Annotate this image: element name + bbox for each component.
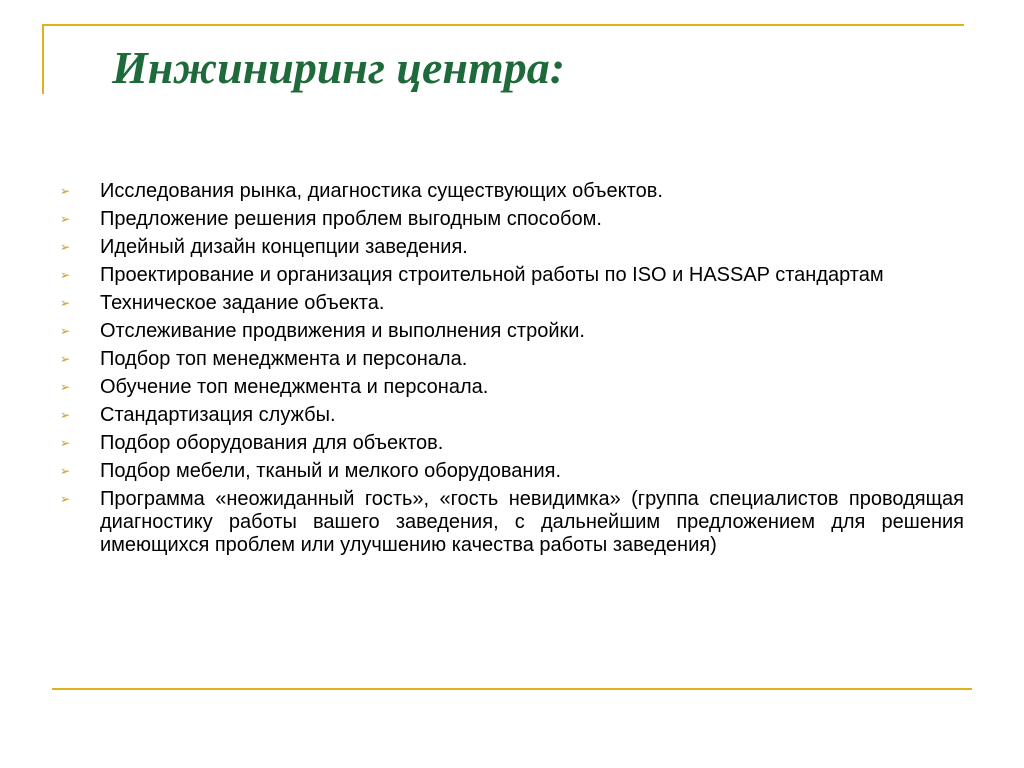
list-item: [60, 292, 964, 315]
arrowhead-right-icon: ➢: [60, 324, 71, 338]
arrowhead-right-icon: ➢: [60, 464, 71, 478]
bottom-frame-line: [52, 688, 972, 690]
list-item-text: Подбор топ менеджмента и персонала.: [100, 348, 468, 370]
list-item: [60, 460, 964, 483]
arrowhead-right-icon: ➢: [60, 296, 71, 310]
top-frame-line: [42, 24, 964, 26]
list-item: [60, 432, 964, 455]
arrowhead-right-icon: ➢: [60, 184, 71, 198]
list-item-text: Техническое задание объекта.: [100, 292, 385, 314]
list-item-text: Отслеживание продвижения и выполнения стройки.: [100, 320, 585, 342]
list-item-text: Обучение топ менеджмента и персонала.: [100, 376, 489, 398]
arrowhead-right-icon: ➢: [60, 436, 71, 450]
arrowhead-right-icon: ➢: [60, 240, 71, 254]
list-item-text: Исследования рынка, диагностика существующих объектов.: [100, 180, 663, 202]
list-item-text: Проектирование и организация строительной работы по ISO и HASSAP стандартам: [100, 264, 884, 286]
list-item: [60, 376, 964, 399]
arrowhead-right-icon: ➢: [60, 492, 71, 506]
list-item: [60, 404, 964, 427]
list-item-text: Предложение решения проблем выгодным способом.: [100, 208, 602, 230]
arrowhead-right-icon: ➢: [60, 212, 71, 226]
list-item: [60, 180, 964, 203]
list-item: [60, 488, 964, 557]
list-item-text: Программа «неожиданный гость», «гость невидимка» (группа специалистов проводящая диагностику работы вашего заведения, с дальнейшим предложением для решения имеющихся проблем или улучшению качества работы заведения): [100, 488, 964, 556]
left-frame-line: [42, 24, 44, 94]
arrowhead-right-icon: ➢: [60, 352, 71, 366]
arrowhead-right-icon: ➢: [60, 408, 71, 422]
list-item: [60, 320, 964, 343]
list-item: [60, 236, 964, 259]
list-item: [60, 208, 964, 231]
arrowhead-right-icon: ➢: [60, 380, 71, 394]
arrowhead-right-icon: ➢: [60, 268, 71, 282]
list-item-text: Стандартизация службы.: [100, 404, 336, 426]
slide-title: Инжиниринг центра:: [112, 42, 566, 93]
list-item-text: Подбор мебели, тканый и мелкого оборудования.: [100, 460, 561, 482]
list-item-text: Идейный дизайн концепции заведения.: [100, 236, 468, 258]
list-item: [60, 264, 964, 287]
list-item: [60, 348, 964, 371]
list-item-text: Подбор оборудования для объектов.: [100, 432, 444, 454]
bullet-list: [60, 180, 964, 562]
